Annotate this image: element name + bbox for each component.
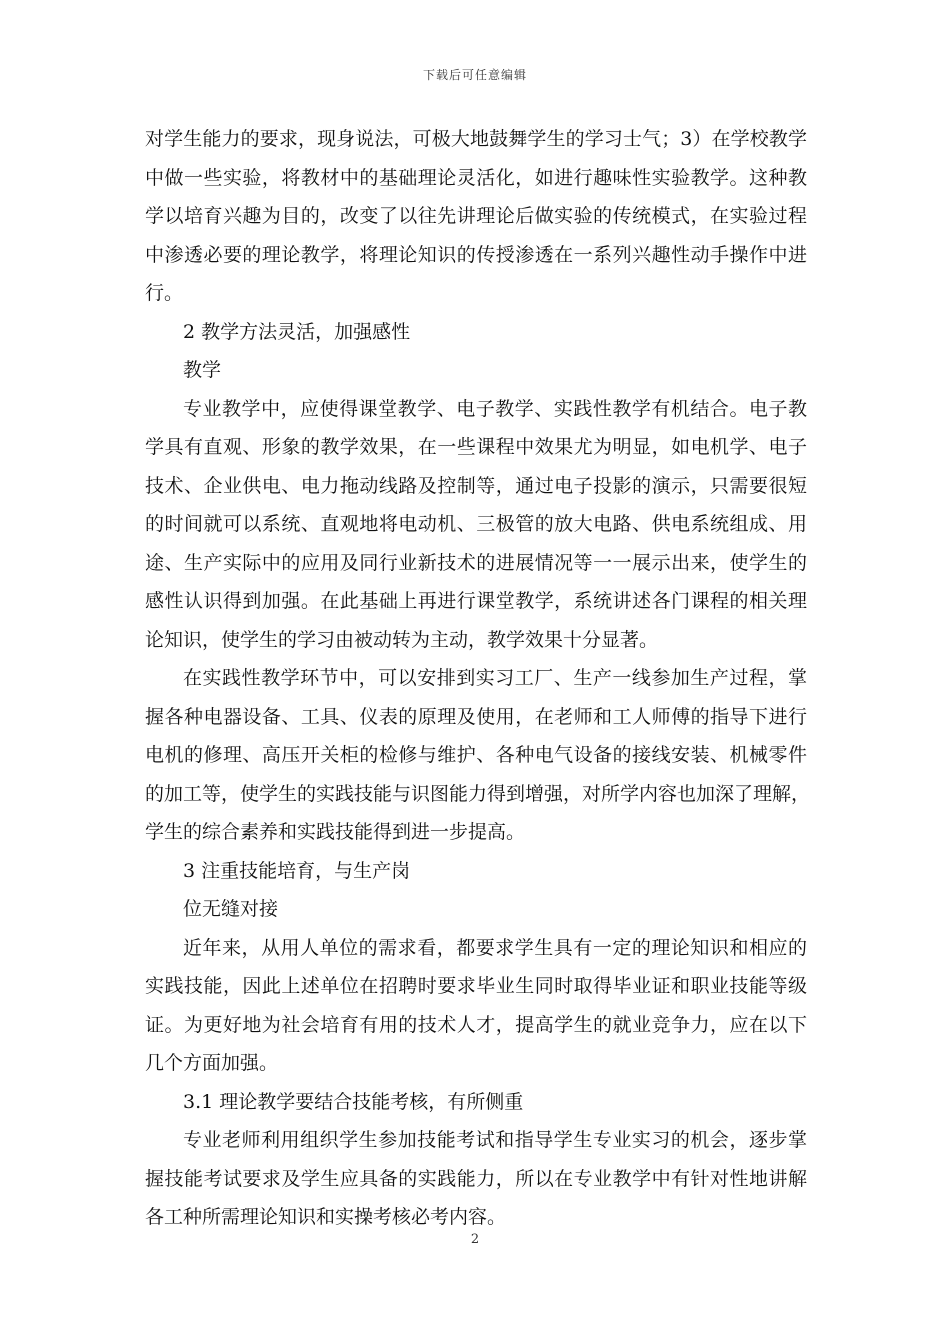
section-heading: 3 注重技能培育，与生产岗: [183, 859, 411, 882]
paragraph-line: 学生的综合素养和实践技能得到进一步提高。: [145, 821, 526, 843]
paragraph-line: 论知识，使学生的学习由被动转为主动，教学效果十分显著。: [145, 628, 659, 651]
paragraph-line: 的时间就可以系统、直观地将电动机、三极管的放大电路、供电系统组成、用: [145, 513, 807, 535]
paragraph-line: 几个方面加强。: [145, 1052, 279, 1074]
paragraph-line: 技术、企业供电、电力拖动线路及控制等，通过电子投影的演示，只需要很短: [145, 474, 807, 497]
paragraph-line: 学以培育兴趣为目的，改变了以往先讲理论后做实验的传统模式，在实验过程: [145, 205, 807, 227]
paragraph-line: 中渗透必要的理论教学，将理论知识的传授渗透在一系列兴趣性动手操作中进: [145, 243, 807, 266]
paragraph-line: 专业教学中，应使得课堂教学、电子教学、实践性教学有机结合。电子教: [183, 397, 807, 420]
section-heading-continued: 教学: [183, 359, 222, 381]
paragraph-line: 途、生产实际中的应用及同行业新技术的进展情况等一一展示出来，使学生的: [145, 551, 807, 574]
subsection-heading: 3.1 理论教学要结合技能考核，有所侧重: [183, 1090, 524, 1113]
paragraph-line: 对学生能力的要求，现身说法，可极大地鼓舞学生的学习士气；3）在学校教学: [145, 128, 807, 150]
page-number: 2: [470, 1232, 480, 1247]
paragraph-line: 握技能考试要求及学生应具备的实践能力，所以在专业教学中有针对性地讲解: [145, 1167, 807, 1190]
section-heading-continued: 位无缝对接: [183, 898, 279, 920]
section-heading: 2 教学方法灵活，加强感性: [183, 320, 411, 343]
paragraph-line: 在实践性教学环节中，可以安排到实习工厂、生产一线参加生产过程，掌: [183, 667, 807, 689]
paragraph-line: 握各种电器设备、工具、仪表的原理及使用，在老师和工人师傅的指导下进行: [145, 705, 807, 728]
paragraph-line: 行。: [145, 282, 184, 304]
paragraph-line: 实践技能，因此上述单位在招聘时要求毕业生同时取得毕业证和职业技能等级: [145, 975, 807, 997]
document-body: [145, 120, 811, 1237]
paragraph-line: 学具有直观、形象的教学效果，在一些课程中效果尤为明显，如电机学、电子: [145, 436, 807, 458]
paragraph-line: 证。为更好地为社会培育有用的技术人才，提高学生的就业竞争力，应在以下: [145, 1013, 807, 1036]
paragraph-line: 的加工等，使学生的实践技能与识图能力得到增强，对所学内容也加深了理解，: [145, 782, 811, 805]
paragraph-line: 专业老师利用组织学生参加技能考试和指导学生专业实习的机会，逐步掌: [183, 1129, 807, 1151]
paragraph-line: 中做一些实验，将教材中的基础理论灵活化，如进行趣味性实验教学。这种教: [145, 166, 807, 189]
paragraph-line: 感性认识得到加强。在此基础上再进行课堂教学，系统讲述各门课程的相关理: [145, 590, 807, 612]
paragraph-line: 近年来，从用人单位的需求看，都要求学生具有一定的理论知识和相应的: [183, 936, 807, 959]
page-header: 下载后可任意编辑: [422, 68, 527, 82]
paragraph-line: 电机的修理、高压开关柜的检修与维护、各种电气设备的接线安装、机械零件: [145, 744, 807, 766]
paragraph-line: 各工种所需理论知识和实操考核必考内容。: [145, 1206, 507, 1228]
